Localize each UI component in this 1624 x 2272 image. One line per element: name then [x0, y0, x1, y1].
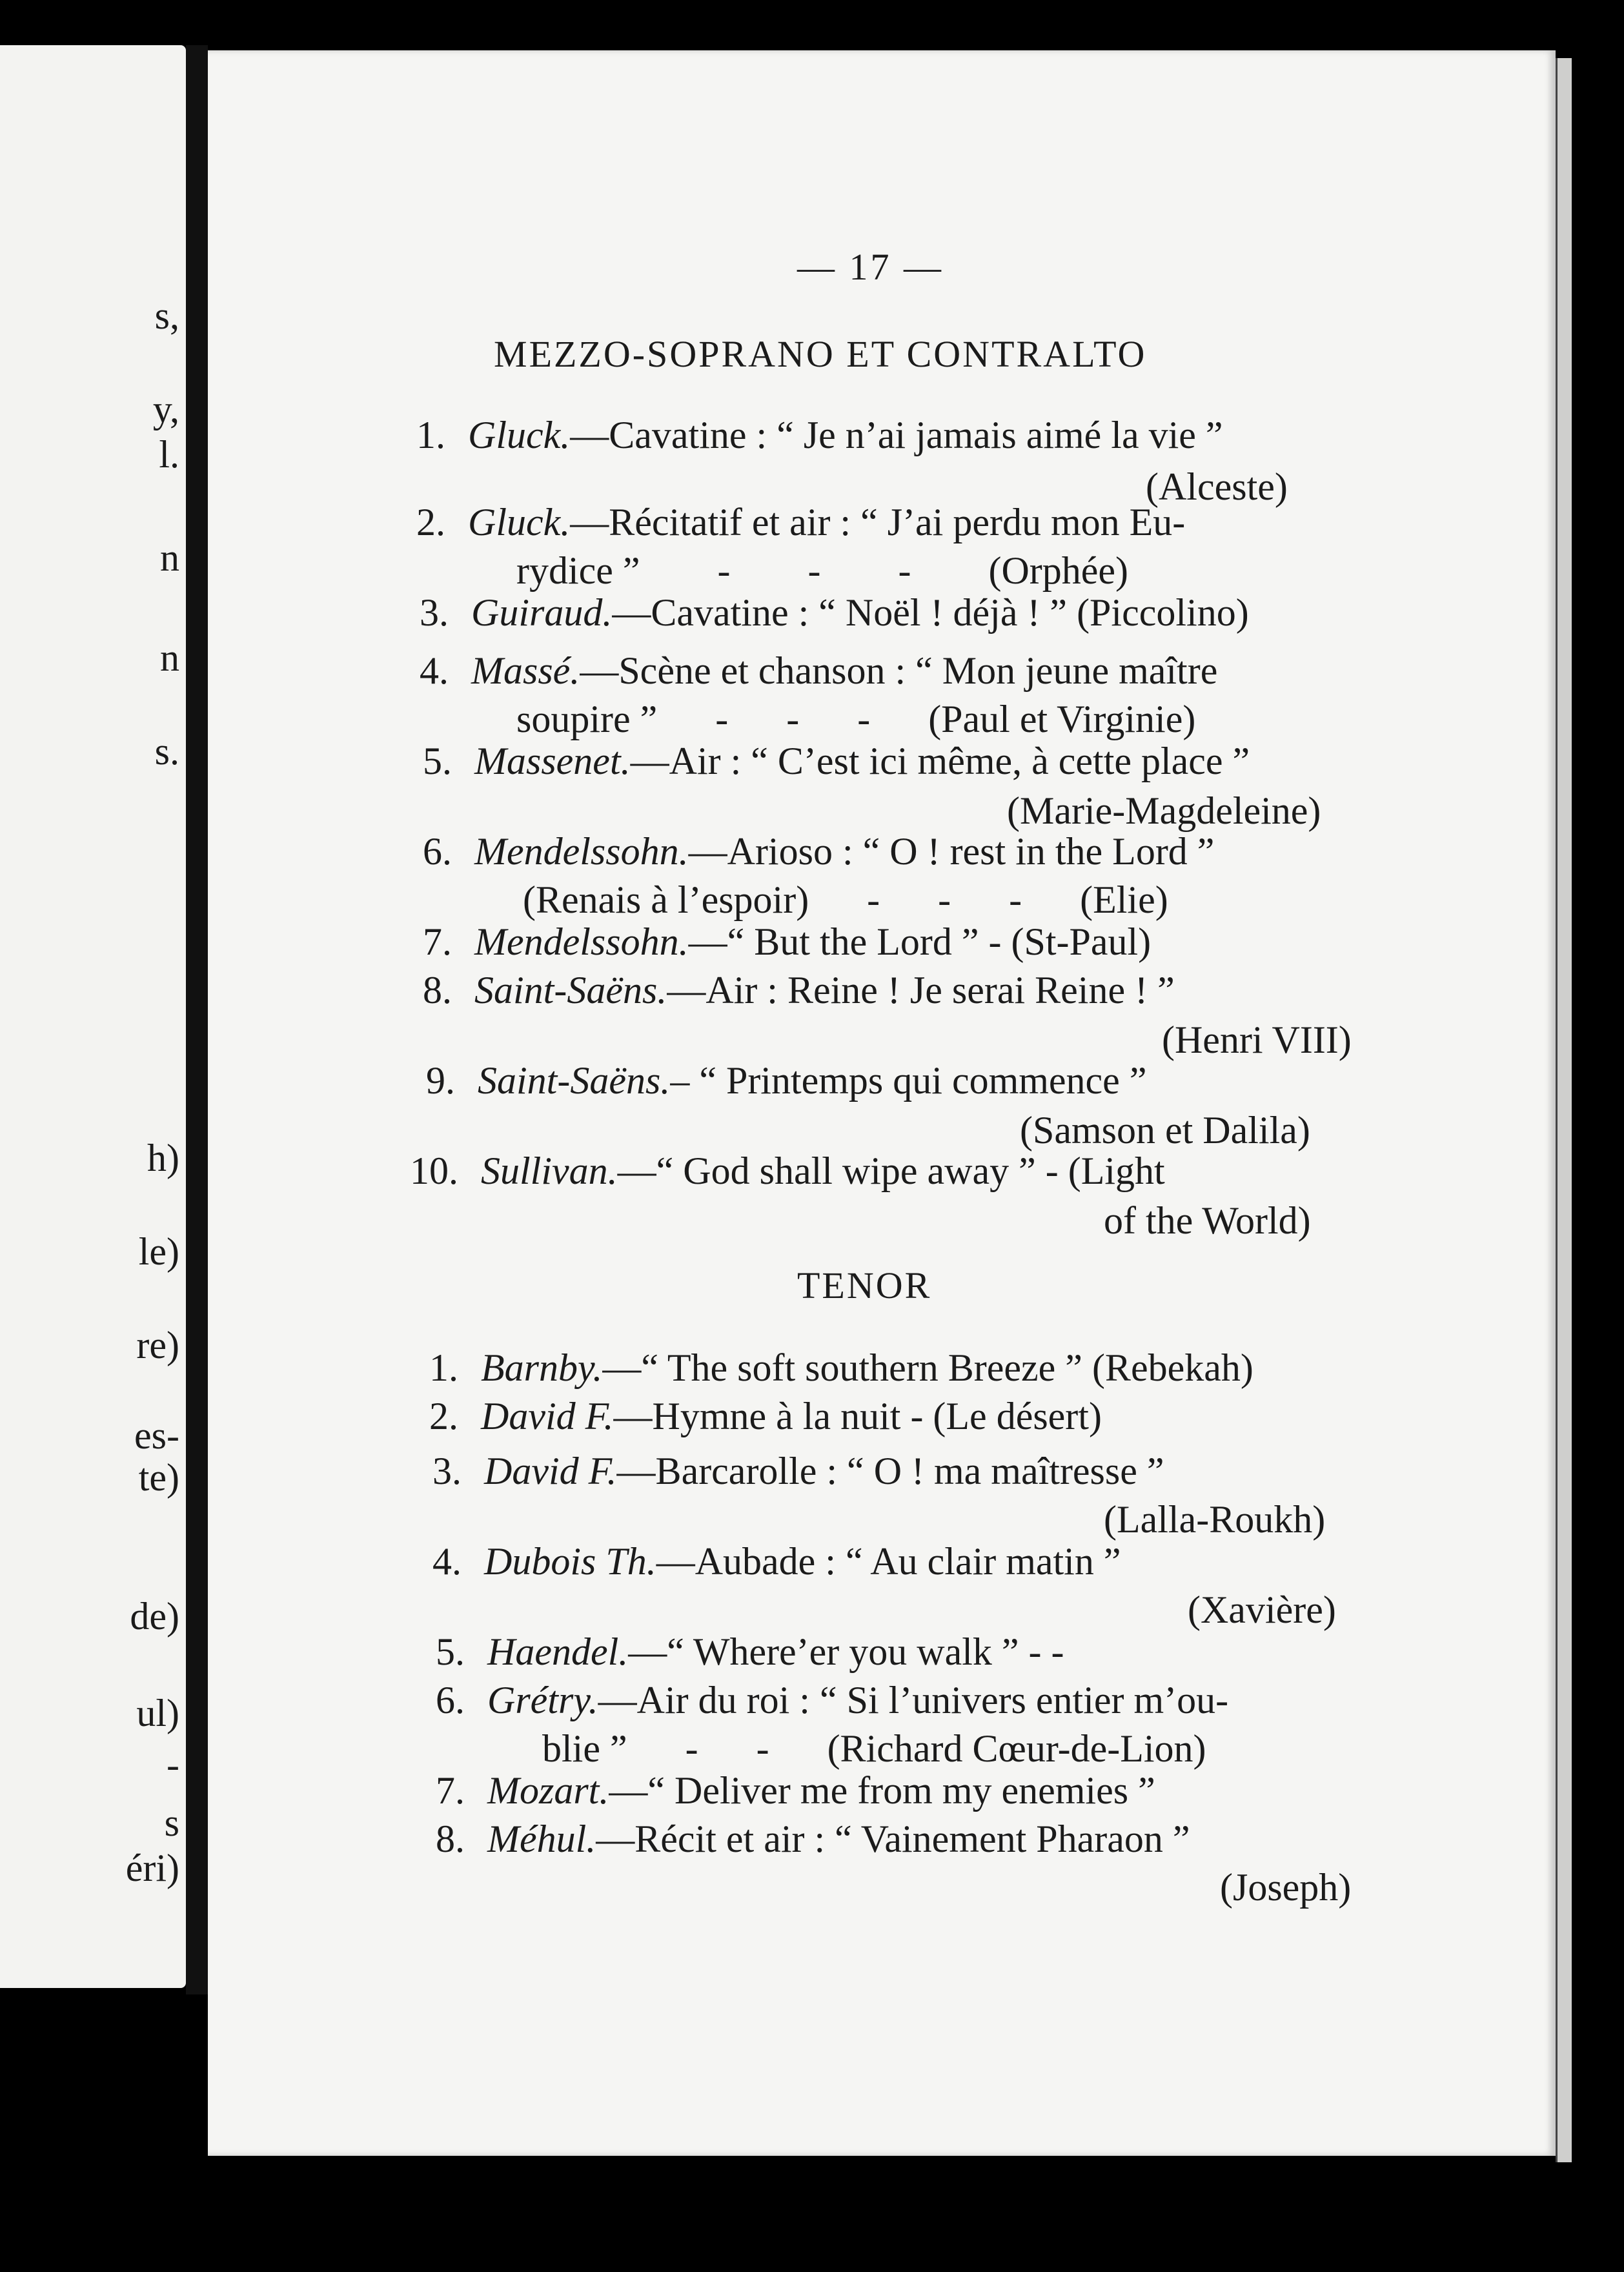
entry-line	[487, 1678, 1228, 1723]
entry-line	[468, 500, 1185, 545]
entry-title: —Scène et chanson : “ Mon jeune maître	[580, 649, 1218, 692]
entry-number: 8.	[423, 969, 452, 1011]
facing-page-fragment: re)	[136, 1324, 179, 1366]
facing-page-fragment: l.	[159, 433, 179, 476]
entry-continuation: (Henri VIII)	[1162, 1019, 1352, 1061]
entry-continuation: (Marie-Magdeleine)	[1007, 789, 1321, 832]
composer-name: Guiraud.	[471, 591, 613, 634]
entry-line	[487, 1630, 1064, 1674]
entry-number: 2.	[416, 501, 445, 543]
composer-name: Saint-Saëns.	[478, 1059, 671, 1102]
facing-page-fragment: es-	[134, 1414, 179, 1457]
entry-number: 5.	[436, 1630, 465, 1673]
composer-name: Saint-Saëns.	[474, 969, 667, 1011]
entry-line	[471, 591, 1249, 635]
entry-number: 7.	[436, 1769, 465, 1812]
composer-name: Massenet.	[474, 740, 631, 782]
entry-number: 2.	[429, 1395, 458, 1437]
entry-line	[484, 1539, 1121, 1584]
entry-number: 9.	[426, 1059, 455, 1102]
facing-page-fragment: h)	[147, 1137, 179, 1179]
entry-title: —Cavatine : “ Noël ! déjà ! ” (Piccolino)	[612, 591, 1249, 634]
entry-number: 1.	[416, 414, 445, 456]
entry-title: —Barcarolle : “ O ! ma maîtresse ”	[616, 1450, 1164, 1492]
entry-title: —Récitatif et air : “ J’ai perdu mon Eu-	[570, 501, 1186, 543]
entry-title: —“ Where’er you walk ” - -	[628, 1630, 1064, 1673]
facing-page-fragment: n	[160, 536, 179, 579]
facing-page-fragment: n	[160, 636, 179, 679]
entry-continuation: blie ” - - (Richard Cœur-de-Lion)	[542, 1727, 1206, 1770]
entry-title: —Hymne à la nuit - (Le désert)	[613, 1395, 1102, 1437]
entry-title: – “ Printemps qui commence ”	[670, 1059, 1147, 1102]
entry-line	[478, 1059, 1146, 1103]
entry-line	[487, 1769, 1155, 1813]
entry-title: —“ God shall wipe away ” - (Light	[617, 1150, 1165, 1192]
entry-line	[474, 739, 1250, 784]
entry-continuation: (Xavière)	[1188, 1588, 1336, 1631]
section-heading-mezzo: MEZZO-SOPRANO ET CONTRALTO	[494, 333, 1147, 375]
composer-name: Barnby.	[481, 1346, 603, 1389]
entry-title: —Air : “ C’est ici même, à cette place ”	[630, 740, 1250, 782]
entry-line	[481, 1394, 1102, 1439]
entry-number: 3.	[432, 1450, 462, 1492]
entry-continuation: (Lalla-Roukh)	[1104, 1498, 1326, 1541]
facing-page-fragment: éri)	[125, 1847, 179, 1889]
composer-name: Méhul.	[487, 1818, 596, 1860]
entry-line	[481, 1346, 1254, 1390]
entry-number: 4.	[420, 649, 449, 692]
entry-continuation: of the World)	[1104, 1199, 1311, 1242]
facing-page-fragment: s.	[154, 730, 179, 773]
entry-line	[474, 829, 1214, 874]
composer-name: Gluck.	[468, 501, 571, 543]
entry-number: 6.	[436, 1679, 465, 1721]
composer-name: Gluck.	[468, 414, 571, 456]
facing-page-edge	[0, 45, 186, 1988]
book-gutter	[186, 45, 208, 1994]
composer-name: Sullivan.	[481, 1150, 618, 1192]
facing-page-fragment: y,	[152, 388, 179, 431]
entry-number: 5.	[423, 740, 452, 782]
page-number: — 17 —	[797, 246, 944, 288]
entry-title: —“ But the Lord ” - (St-Paul)	[688, 920, 1152, 963]
composer-name: Mendelssohn.	[474, 920, 689, 963]
entry-number: 8.	[436, 1818, 465, 1860]
page-edge	[1556, 58, 1572, 2162]
entry-line	[471, 649, 1217, 693]
entry-number: 7.	[423, 920, 452, 963]
section-heading-tenor: TENOR	[797, 1264, 932, 1306]
facing-page-fragment: s,	[154, 294, 179, 337]
facing-page-fragment: ul)	[136, 1692, 179, 1734]
composer-name: Haendel.	[487, 1630, 629, 1673]
entry-number: 10.	[410, 1150, 458, 1192]
entry-number: 1.	[429, 1346, 458, 1389]
entry-number: 6.	[423, 830, 452, 873]
composer-name: David F.	[481, 1395, 614, 1437]
entry-title: —Air : Reine ! Je serai Reine ! ”	[667, 969, 1175, 1011]
entry-continuation: rydice ” - - - (Orphée)	[516, 549, 1129, 592]
entry-number: 3.	[420, 591, 449, 634]
composer-name: Mendelssohn.	[474, 830, 689, 873]
entry-continuation: (Joseph)	[1220, 1866, 1352, 1909]
composer-name: Dubois Th.	[484, 1540, 656, 1583]
entry-continuation: soupire ” - - - (Paul et Virginie)	[516, 698, 1196, 740]
entry-number: 4.	[432, 1540, 462, 1583]
entry-line	[487, 1817, 1190, 1861]
facing-page-fragment: te)	[138, 1456, 179, 1499]
entry-continuation: (Alceste)	[1146, 465, 1288, 508]
entry-title: —“ Deliver me from my enemies ”	[609, 1769, 1155, 1812]
entry-title: —Aubade : “ Au clair matin ”	[656, 1540, 1121, 1583]
entry-line	[481, 1149, 1165, 1193]
composer-name: Mozart.	[487, 1769, 609, 1812]
entry-title: —Air du roi : “ Si l’univers entier m’ou-	[598, 1679, 1229, 1721]
entry-continuation: (Renais à l’espoir) - - - (Elie)	[523, 878, 1168, 921]
composer-name: Massé.	[471, 649, 580, 692]
entry-line	[484, 1449, 1164, 1494]
facing-page-fragment: -	[167, 1743, 179, 1786]
composer-name: Grétry.	[487, 1679, 598, 1721]
entry-line	[474, 920, 1151, 964]
entry-title: —“ The soft southern Breeze ” (Rebekah)	[602, 1346, 1254, 1389]
facing-page-fragment: le)	[138, 1230, 179, 1273]
composer-name: David F.	[484, 1450, 617, 1492]
entry-title: —Cavatine : “ Je n’ai jamais aimé la vie ”	[570, 414, 1223, 456]
entry-continuation: (Samson et Dalila)	[1020, 1109, 1310, 1151]
entry-title: —Arioso : “ O ! rest in the Lord ”	[688, 830, 1215, 873]
entry-line	[468, 413, 1223, 458]
entry-line	[474, 968, 1175, 1013]
facing-page-fragment: s	[164, 1801, 179, 1844]
entry-title: —Récit et air : “ Vainement Pharaon ”	[596, 1818, 1190, 1860]
facing-page-fragment: de)	[130, 1595, 179, 1638]
